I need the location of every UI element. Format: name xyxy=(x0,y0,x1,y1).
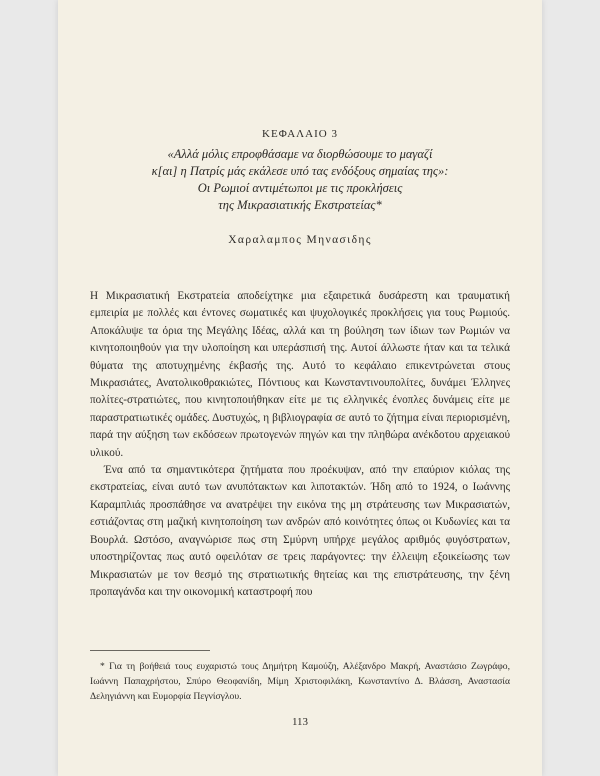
footnote-rule xyxy=(90,650,210,651)
footnote-text: * Για τη βοήθειά τους ευχαριστώ τους Δημήτρη Καμούζη, Αλέξανδρο Μακρή, Αναστάσιο Ζωγράφο, Ιωάννη Παπαχρήστου, Σπύρο Θεοφανίδη, Μίμη Χριστοφιλάκη, Κωνσταντίνο Δ. Βλάσση, Αναστασία Δεληγιάννη και Ευμορφία Πεγνίσγλου. xyxy=(90,661,510,702)
book-page xyxy=(58,0,542,776)
paragraph: Ένα από τα σημαντικότερα ζητήματα που προέκυψαν, από την επαύριον κιόλας της εκστρατείας, είναι αυτό των ανυπότακτων και λιποτακτών. Ήδη από το 1924, ο Ιωάννης Καραμπλιάς προσπάθησε να ανατρέψει την εικόνα της μη στράτευσης των Μικρασιατών, εστιάζοντας στη μαζική κινητοποίηση των ανδρών από κοινότητες όπως οι Κυδωνίες και τα Βουρλά. Ωστόσο, αναγνώρισε πως στη Σμύρνη υπήρχε μεγάλος αριθμός φυγόστρατων, υποστηρίζοντας πως αυτό οφειλόταν σε τρεις παράγοντες: την έλλειψη εξοικείωσης των Μικρασιατών με τον θεσμό της στρατιωτικής θητείας και της επιστράτευσης, την ξένη προπαγάνδα και την οικονομική καταστροφή που xyxy=(90,464,510,598)
footnote-section xyxy=(90,650,510,704)
chapter-label: ΚΕΦΑΛΑΙΟ 3 xyxy=(262,128,338,140)
title-line: κ[αι] η Πατρίς μάς εκάλεσε υπό τας ενδόξους σημαίας της»: xyxy=(151,164,449,178)
body-text xyxy=(90,288,510,601)
chapter-title xyxy=(90,146,510,214)
title-line: Οι Ρωμιοί αντιμέτωποι με τις προκλήσεις xyxy=(197,181,403,195)
page-content xyxy=(90,128,510,728)
title-line: «Αλλά μόλις επροφθάσαμε να διορθώσουμε το μαγαζί xyxy=(167,147,433,161)
title-line: της Μικρασιατικής Εκστρατείας* xyxy=(218,198,382,212)
author-name: Χαραλαμπος Μηνασιδης xyxy=(228,234,372,246)
paragraph: Η Μικρασιατική Εκστρατεία αποδείχτηκε μια εξαιρετικά δυσάρεστη και τραυματική εμπειρία με πολλές και έντονες σωματικές και ψυχολογικές προκλήσεις για τους Ρωμιούς. Αποκάλυψε τα όρια της Μεγάλης Ιδέας, αλλά και τη βούληση των ίδιων των Ρωμιών να κινητοποιηθούν για την υλοποίηση και υπεράσπισή της. Αυτοί άλλωστε ήταν και τα τελικά θύματα της αποτυχημένης έκβασής της. Αυτό το κεφάλαιο επικεντρώνεται στους Μικρασιάτες, Ανατολικοθρακιώτες, Πόντιους και Κωνσταντινουπολίτες, δυνάμει Έλληνες πολίτες-στρατιώτες, που κινητοποιήθηκαν είτε με τις ελληνικές ένοπλες δυνάμεις είτε με παραστρατιωτικές ομάδες. Δυστυχώς, η βιβλιογραφία σε αυτό το ζήτημα είναι περιορισμένη, παρά την αύξηση των εκδόσεων πρωτογενών πηγών και την πληθώρα ανέκδοτου αρχειακού υλικού. xyxy=(90,290,510,459)
page-number: 113 xyxy=(291,716,309,728)
